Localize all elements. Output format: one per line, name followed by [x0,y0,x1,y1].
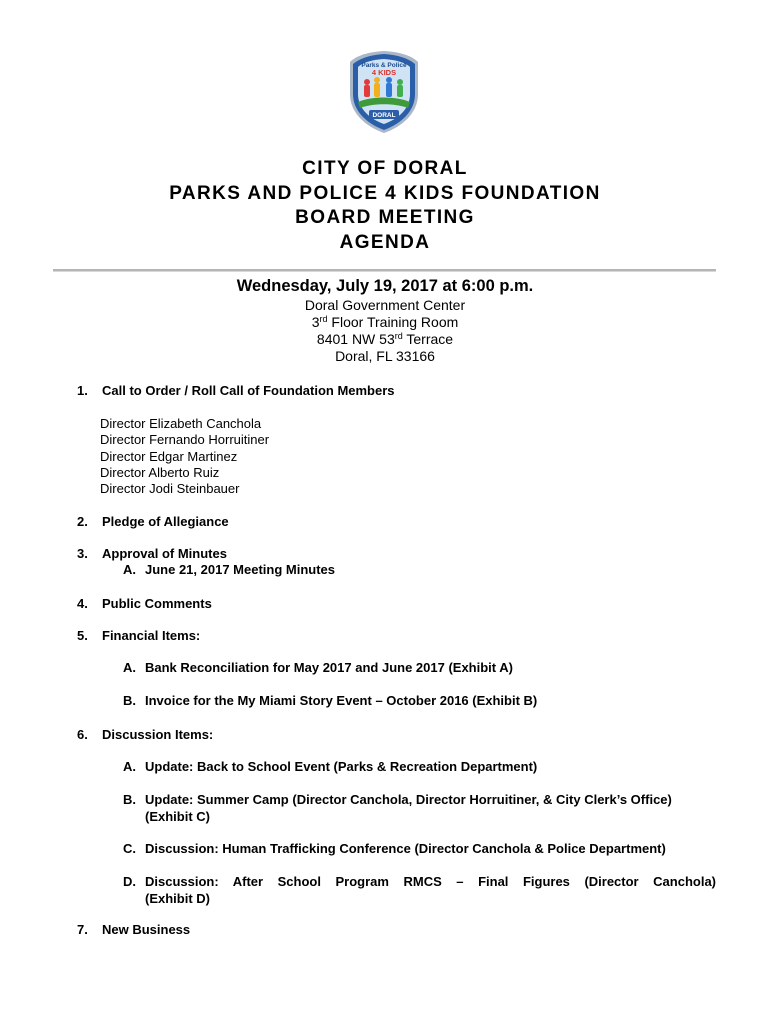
agenda-subitem-6a: A. Update: Back to School Event (Parks & Recreation Department) [123,759,538,774]
title-line-city: CITY OF DORAL [302,158,468,179]
director-name: Director Alberto Ruiz [100,464,220,480]
agenda-item-5: 5. Financial Items: [77,628,201,643]
venue-street: 8401 NW 53rd Terrace [316,331,454,347]
director-name: Director Fernando Horruitiner [100,432,270,448]
director-name: Director Elizabeth Canchola [100,416,262,431]
meeting-date: Wednesday, July 19, 2017 at 6:00 p.m. [236,277,534,295]
director-list [100,416,269,497]
agenda-subitem-6b: B. Update: Summer Camp (Director Canchola, Director Horruitiner, & City Clerk’s Office) (Exhibit C) [123,792,672,824]
venue-room: 3rd Floor Training Room [311,314,459,330]
title-line-agenda: AGENDA [339,231,431,253]
agenda-item-3: 3. Approval of Minutes [77,546,227,561]
agenda-subitem-6c: C. Discussion: Human Trafficking Conference (Director Canchola & Police Department) [123,841,666,856]
title-line-board: BOARD MEETING [295,207,475,228]
shield-logo-icon [347,50,421,134]
director-name: Director Jodi Steinbauer [100,481,240,497]
agenda-subitem-6d: D. Discussion: After School Program RMCS – Final Figures (Director Canchola) (Exhibit D) [123,874,716,906]
agenda-item-1: 1. Call to Order / Roll Call of Foundation Members [77,383,395,398]
svg-text:4 KIDS: 4 KIDS [371,68,397,77]
svg-text:Parks & Police: Parks & Police [361,62,407,69]
foundation-logo [347,50,421,134]
svg-text:DORAL: DORAL [372,112,396,119]
agenda-item-2: 2. Pledge of Allegiance [77,514,229,529]
agenda-subitem-3a: A. June 21, 2017 Meeting Minutes [123,562,336,577]
header-divider [53,269,716,272]
agenda-subitem-5b: B. Invoice for the My Miami Story Event – October 2016 (Exhibit B) [123,693,538,708]
agenda-item-6: 6. Discussion Items: [77,727,214,742]
venue-name: Doral Government Center [304,297,466,313]
agenda-item-7: 7. New Business [77,922,191,937]
meeting-venue [0,297,770,365]
title-line-foundation: PARKS AND POLICE 4 KIDS FOUNDATION [169,182,601,204]
agenda-item-4: 4. Public Comments [77,596,212,611]
agenda-subitem-5a: A. Bank Reconciliation for May 2017 and June 2017 (Exhibit A) [123,660,513,675]
director-name: Director Edgar Martinez [100,448,238,464]
venue-city: Doral, FL 33166 [335,348,435,364]
document-title [0,157,770,255]
